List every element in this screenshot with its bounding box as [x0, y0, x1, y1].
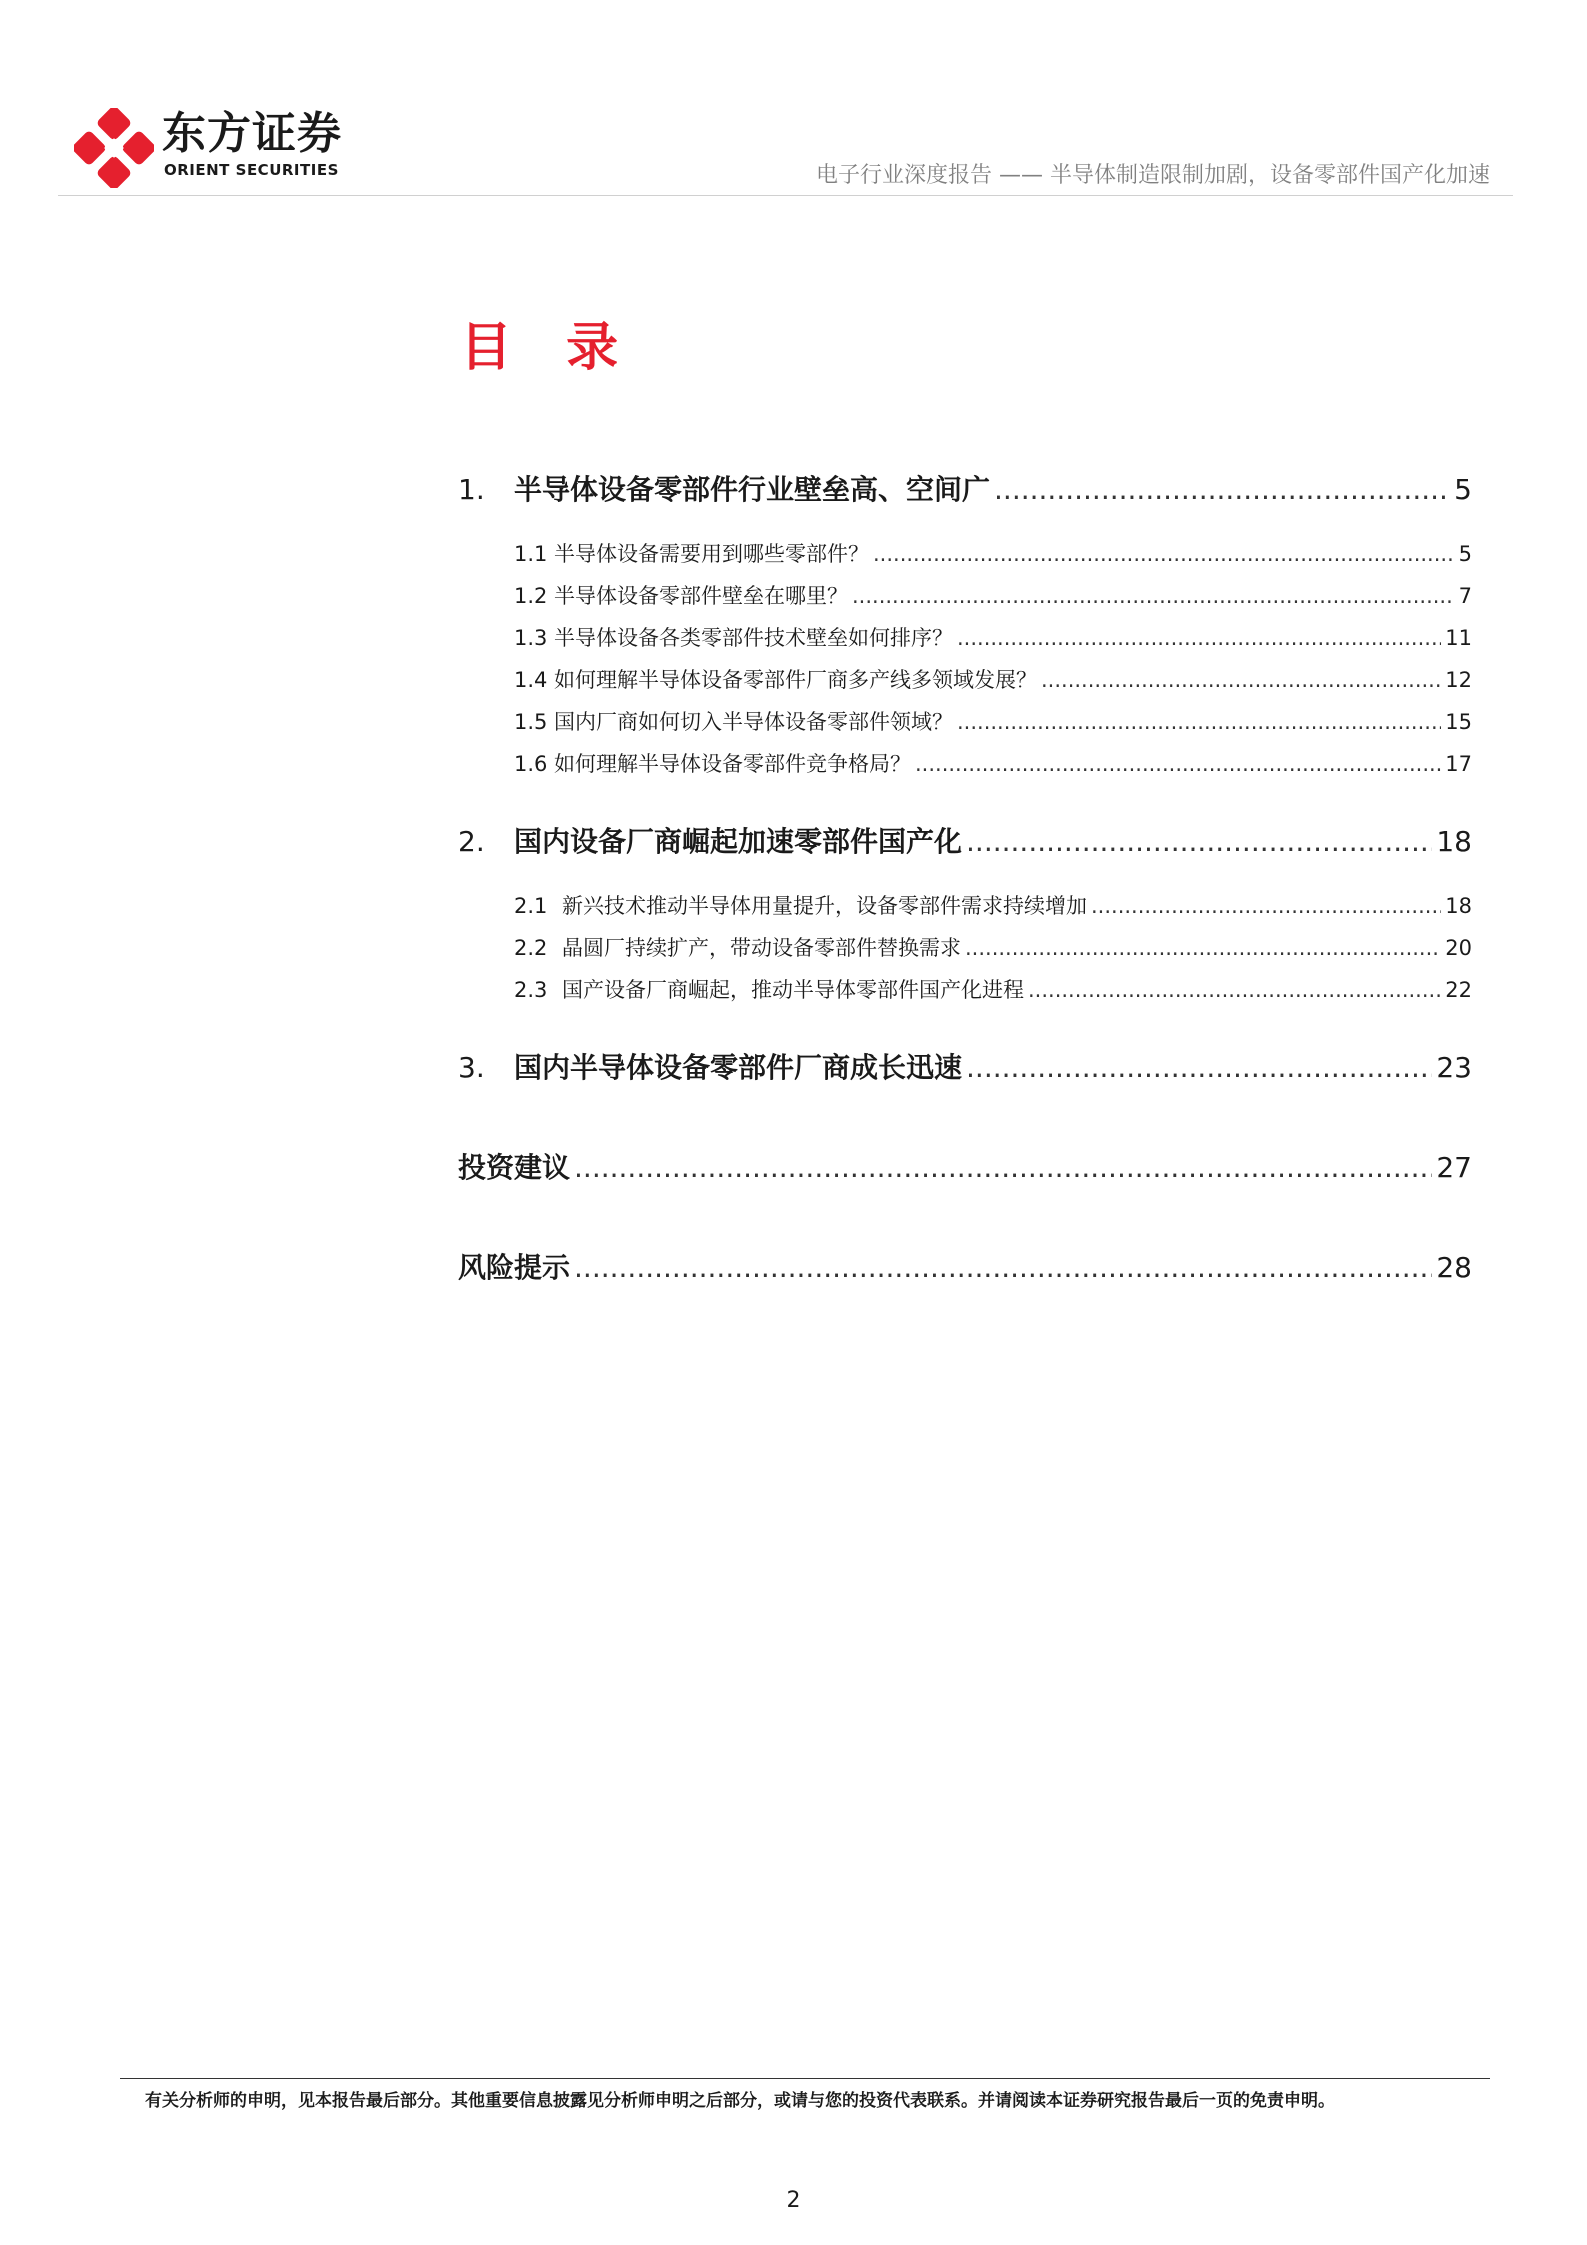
toc-entry-2[interactable]: [458, 820, 1472, 860]
page-number: 2: [786, 2188, 801, 2213]
toc-entry-text: 投资建议: [458, 1151, 571, 1184]
toc-entry-page: 5: [1454, 473, 1472, 506]
toc-leader-dots: [966, 825, 1432, 858]
toc-leader-dots: [852, 584, 1455, 608]
toc-entry-number: 1.2: [514, 584, 548, 608]
toc-entry-page: 5: [1458, 542, 1472, 566]
logo-chinese-name: 东方证券: [162, 108, 342, 159]
toc-entry-text: 晶圆厂持续扩产，带动设备零部件替换需求: [562, 936, 961, 960]
footer-disclaimer: 有关分析师的申明，见本报告最后部分。其他重要信息披露见分析师申明之后部分，或请与您的投资代表联系。并请阅读本证券研究报告最后一页的免责申明。: [145, 2091, 1335, 2111]
toc-entry-risk-warning[interactable]: [458, 1246, 1472, 1286]
toc-entry-page: 12: [1445, 668, 1472, 692]
toc-entry-1-3[interactable]: [514, 622, 1472, 652]
toc-entry-page: 18: [1445, 894, 1472, 918]
toc-entry-number: 1.6: [514, 752, 548, 776]
toc-entry-1-5[interactable]: [514, 706, 1472, 736]
toc-entry-page: 17: [1445, 752, 1472, 776]
toc-leader-dots: [873, 542, 1455, 566]
toc-entry-3[interactable]: [458, 1046, 1472, 1086]
toc-leader-dots: [574, 1251, 1432, 1284]
toc-entry-number: 1.5: [514, 710, 548, 734]
toc-entry-text: 如何理解半导体设备零部件竞争格局？: [554, 752, 911, 776]
toc-entry-number: 2.1: [514, 894, 548, 918]
toc-entry-1[interactable]: [458, 468, 1472, 508]
toc-leader-dots: [957, 626, 1441, 650]
toc-leader-dots: [1028, 978, 1441, 1002]
toc-entry-2-2[interactable]: [514, 932, 1472, 962]
toc-entry-page: 18: [1436, 825, 1472, 858]
toc-entry-page: 15: [1445, 710, 1472, 734]
toc-entry-page: 7: [1458, 584, 1472, 608]
toc-entry-number: 1.4: [514, 668, 548, 692]
toc-entry-text: 半导体设备需要用到哪些零部件？: [554, 542, 869, 566]
toc-entry-text: 国内设备厂商崛起加速零部件国产化: [514, 825, 963, 858]
toc-heading: 目 录: [460, 318, 637, 378]
toc-entry-text: 半导体设备各类零部件技术壁垒如何排序？: [554, 626, 953, 650]
toc-leader-dots: [1091, 894, 1441, 918]
toc-leader-dots: [994, 473, 1450, 506]
toc-leader-dots: [1041, 668, 1441, 692]
orient-securities-logo-icon: [74, 108, 154, 188]
toc-entry-text: 国内厂商如何切入半导体设备零部件领域？: [554, 710, 953, 734]
toc-entry-text: 新兴技术推动半导体用量提升，设备零部件需求持续增加: [562, 894, 1087, 918]
report-header-title: 电子行业深度报告 —— 半导体制造限制加剧，设备零部件国产化加速: [816, 163, 1490, 188]
toc-entry-number: 2.2: [514, 936, 548, 960]
toc-entry-text: 国产设备厂商崛起，推动半导体零部件国产化进程: [562, 978, 1024, 1002]
toc-entry-2-3[interactable]: [514, 974, 1472, 1004]
logo-english-name: ORIENT SECURITIES: [164, 161, 339, 179]
toc-leader-dots: [966, 1051, 1432, 1084]
toc-leader-dots: [574, 1151, 1432, 1184]
toc-entry-1-4[interactable]: [514, 664, 1472, 694]
toc-leader-dots: [957, 710, 1441, 734]
toc-entry-page: 20: [1445, 936, 1472, 960]
toc-entry-page: 22: [1445, 978, 1472, 1002]
toc-entry-number: 1.3: [514, 626, 548, 650]
toc-entry-page: 27: [1436, 1151, 1472, 1184]
toc-entry-number: 3.: [458, 1051, 485, 1084]
toc-entry-number: 1.1: [514, 542, 548, 566]
toc-entry-2-1[interactable]: [514, 890, 1472, 920]
toc-entry-text: 风险提示: [458, 1251, 571, 1284]
toc-entry-investment-advice[interactable]: [458, 1146, 1472, 1186]
toc-entry-text: 如何理解半导体设备零部件厂商多产线多领域发展？: [554, 668, 1037, 692]
toc-entry-page: 23: [1436, 1051, 1472, 1084]
toc-entry-text: 半导体设备零部件行业壁垒高、空间广: [514, 473, 991, 506]
toc-entry-number: 2.: [458, 825, 485, 858]
toc-entry-number: 1.: [458, 473, 485, 506]
toc-entry-page: 11: [1445, 626, 1472, 650]
toc-entry-number: 2.3: [514, 978, 548, 1002]
toc-entry-1-6[interactable]: [514, 748, 1472, 778]
toc-leader-dots: [965, 936, 1441, 960]
header-divider: [58, 195, 1513, 196]
toc-entry-1-1[interactable]: [514, 538, 1472, 568]
toc-entry-text: 国内半导体设备零部件厂商成长迅速: [514, 1051, 963, 1084]
footer-divider: [120, 2078, 1490, 2079]
toc-leader-dots: [915, 752, 1441, 776]
toc-entry-text: 半导体设备零部件壁垒在哪里？: [554, 584, 848, 608]
toc-entry-1-2[interactable]: [514, 580, 1472, 610]
toc-entry-page: 28: [1436, 1251, 1472, 1284]
